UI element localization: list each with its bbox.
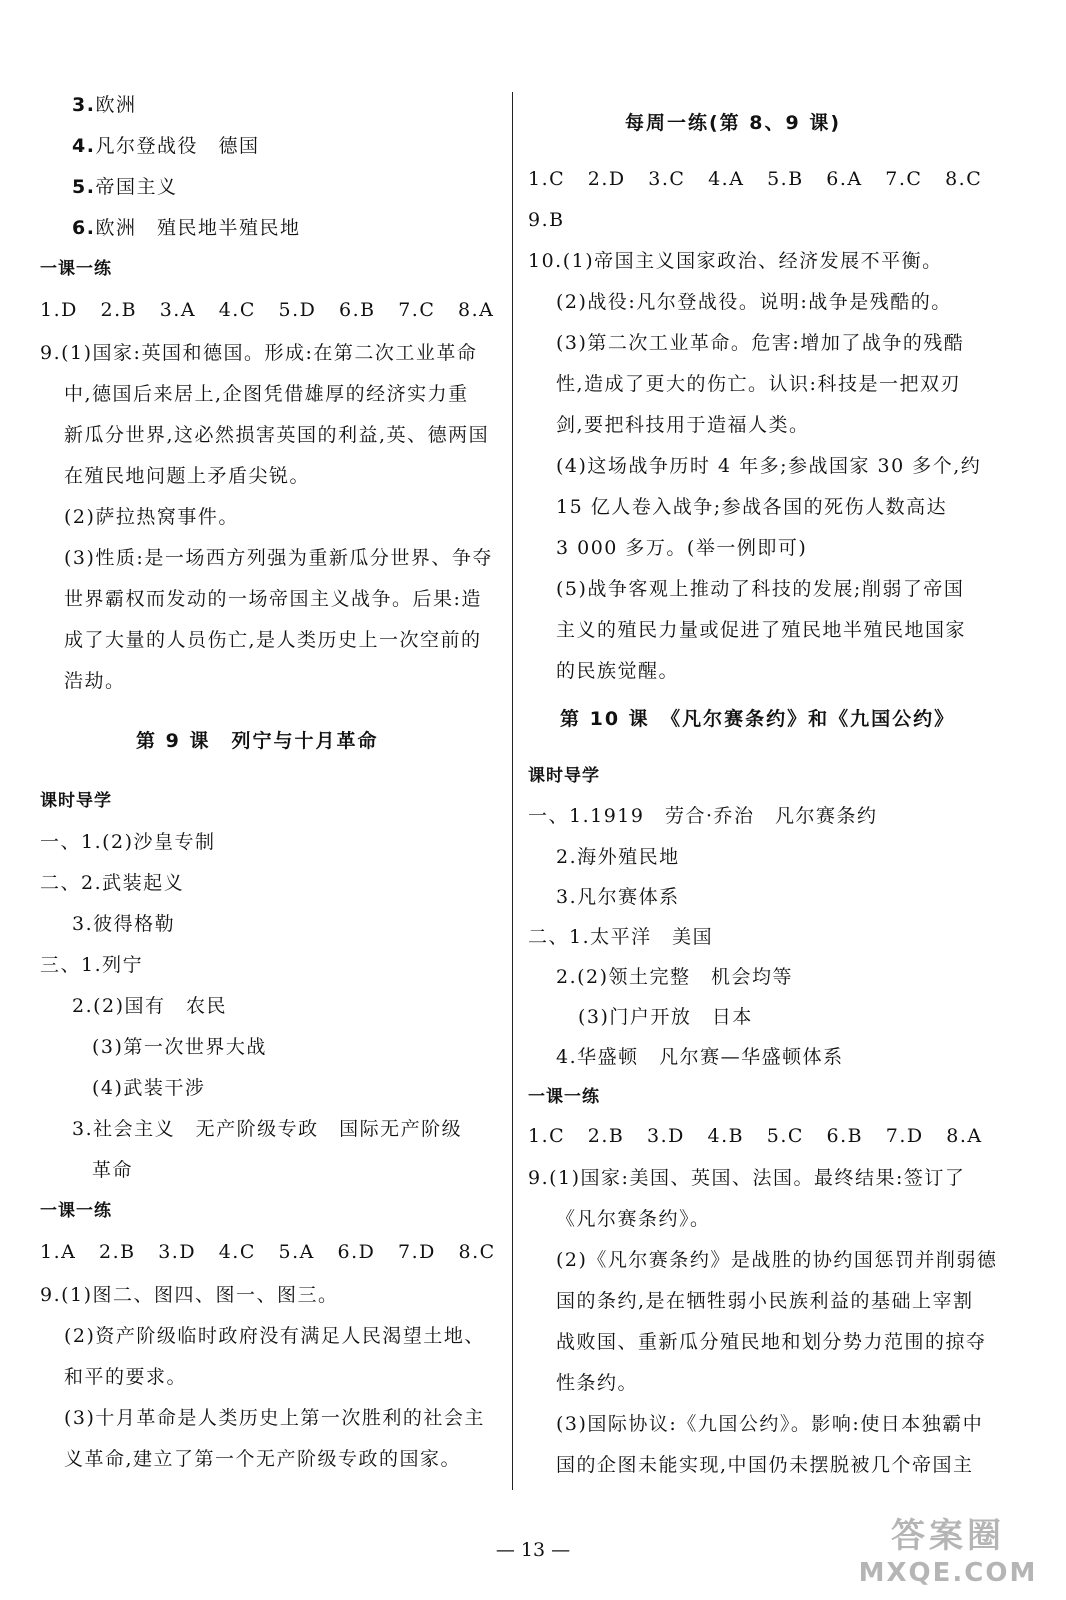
guide-line: 一、1.(2)沙皇专制: [40, 831, 216, 853]
q9-line: (3)十月革命是人类历史上第一次胜利的社会主: [64, 1407, 485, 1429]
mc-answers: 1.C 2.D 3.C 4.A 5.B 6.A 7.C 8.C: [528, 168, 983, 190]
q9-line: 浩劫。: [64, 670, 126, 692]
q10-line: 的民族觉醒。: [556, 660, 680, 682]
q9-line: 战败国、重新瓜分殖民地和划分势力范围的掠夺: [556, 1331, 987, 1353]
q10-line: 主义的殖民力量或促进了殖民地半殖民地国家: [556, 619, 967, 641]
watermark-logo: [858, 1514, 1038, 1594]
answer-line: 4.凡尔登战役 德国: [72, 135, 260, 157]
guide-heading: 课时导学: [40, 791, 112, 811]
guide-line: 4.华盛顿 凡尔赛—华盛顿体系: [556, 1046, 844, 1068]
watermark-url: MXQE.COM: [858, 1558, 1038, 1588]
q9-line: (3)性质:是一场西方列强为重新瓜分世界、争夺: [64, 547, 493, 569]
guide-line: 2.(2)国有 农民: [72, 995, 228, 1017]
guide-line: 2.海外殖民地: [556, 846, 680, 868]
guide-line: (4)武装干涉: [92, 1077, 206, 1099]
q9-line: 成了大量的人员伤亡,是人类历史上一次空前的: [64, 629, 482, 651]
q10-line: 3 000 多万。(举一例即可): [556, 537, 808, 559]
q9-line: 中,德国后来居上,企图凭借雄厚的经济实力重: [64, 383, 469, 405]
q9-line: 国的条约,是在牺牲弱小民族利益的基础上宰割: [556, 1290, 974, 1312]
q10-line: (5)战争客观上推动了科技的发展;削弱了帝国: [556, 578, 965, 600]
guide-line: 3.彼得格勒: [72, 913, 176, 935]
guide-line: 二、1.太平洋 美国: [528, 926, 714, 948]
answer-line: 3.欧洲: [72, 94, 137, 116]
q9-line: 新瓜分世界,这必然损害英国的利益,英、德两国: [64, 424, 490, 446]
mc-answers: 1.D 2.B 3.A 4.C 5.D 6.B 7.C 8.A: [40, 299, 495, 321]
q9-line: (2)萨拉热窝事件。: [64, 506, 239, 528]
practice-heading: 一课一练: [40, 1201, 112, 1221]
q10-line: (2)战役:凡尔登战役。说明:战争是残酷的。: [556, 291, 952, 313]
q9-answer: 9.B: [528, 209, 565, 231]
guide-line: 三、1.列宁: [40, 954, 144, 976]
q9-line: 在殖民地问题上矛盾尖锐。: [64, 465, 311, 487]
q9-line: 《凡尔赛条约》。: [556, 1208, 711, 1230]
q9-line: (3)国际协议:《九国公约》。影响:使日本独霸中: [556, 1413, 984, 1435]
weekly-practice-title: 每周一练(第 8、9 课): [625, 112, 842, 134]
q9-line: 世界霸权而发动的一场帝国主义战争。后果:造: [64, 588, 482, 610]
column-divider: [512, 92, 513, 1490]
q9-line: 9.(1)国家:英国和德国。形成:在第二次工业革命: [40, 342, 478, 364]
q10-line: 剑,要把科技用于造福人类。: [556, 414, 810, 436]
guide-line: (3)第一次世界大战: [92, 1036, 267, 1058]
mc-answers: 1.A 2.B 3.D 4.C 5.A 6.D 7.D 8.C: [40, 1241, 496, 1263]
lesson-9-title: 第 9 课 列宁与十月革命: [136, 730, 379, 752]
guide-line: 一、1.1919 劳合·乔治 凡尔赛条约: [528, 805, 878, 827]
guide-line: 革命: [92, 1159, 134, 1181]
guide-line: 3.凡尔赛体系: [556, 886, 680, 908]
lesson-10-title: 第 10 课 《凡尔赛条约》和《九国公约》: [560, 708, 956, 730]
q9-line: 9.(1)图二、图四、图一、图三。: [40, 1284, 339, 1306]
q9-line: 义革命,建立了第一个无产阶级专政的国家。: [64, 1448, 462, 1470]
guide-line: 二、2.武装起义: [40, 872, 185, 894]
practice-heading: 一课一练: [528, 1087, 600, 1107]
q9-line: 国的企图未能实现,中国仍未摆脱被几个帝国主: [556, 1454, 974, 1476]
q9-line: 和平的要求。: [64, 1366, 188, 1388]
practice-heading: 一课一练: [40, 259, 112, 279]
answer-line: 5.帝国主义: [72, 176, 178, 198]
q10-line: (4)这场战争历时 4 年多;参战国家 30 多个,约: [556, 455, 982, 477]
guide-line: (3)门户开放 日本: [578, 1006, 753, 1028]
q9-line: (2)资产阶级临时政府没有满足人民渴望土地、: [64, 1325, 485, 1347]
mc-answers: 1.C 2.B 3.D 4.B 5.C 6.B 7.D 8.A: [528, 1125, 983, 1147]
watermark-title: 答案圈: [891, 1516, 1005, 1556]
q9-line: 性条约。: [556, 1372, 639, 1394]
q10-line: 性,造成了更大的伤亡。认识:科技是一把双刃: [556, 373, 961, 395]
q10-line: (3)第二次工业革命。危害:增加了战争的残酷: [556, 332, 965, 354]
guide-heading: 课时导学: [528, 766, 600, 786]
answer-line: 6.欧洲 殖民地半殖民地: [72, 217, 301, 239]
guide-line: 2.(2)领土完整 机会均等: [556, 966, 794, 988]
page-number: — 13 —: [495, 1539, 571, 1561]
q10-line: 15 亿人卷入战争;参战各国的死伤人数高达: [556, 496, 948, 518]
q9-line: 9.(1)国家:美国、英国、法国。最终结果:签订了: [528, 1167, 966, 1189]
guide-line: 3.社会主义 无产阶级专政 国际无产阶级: [72, 1118, 463, 1140]
q9-line: (2)《凡尔赛条约》是战胜的协约国惩罚并削弱德: [556, 1249, 998, 1271]
q10-line: 10.(1)帝国主义国家政治、经济发展不平衡。: [528, 250, 943, 272]
